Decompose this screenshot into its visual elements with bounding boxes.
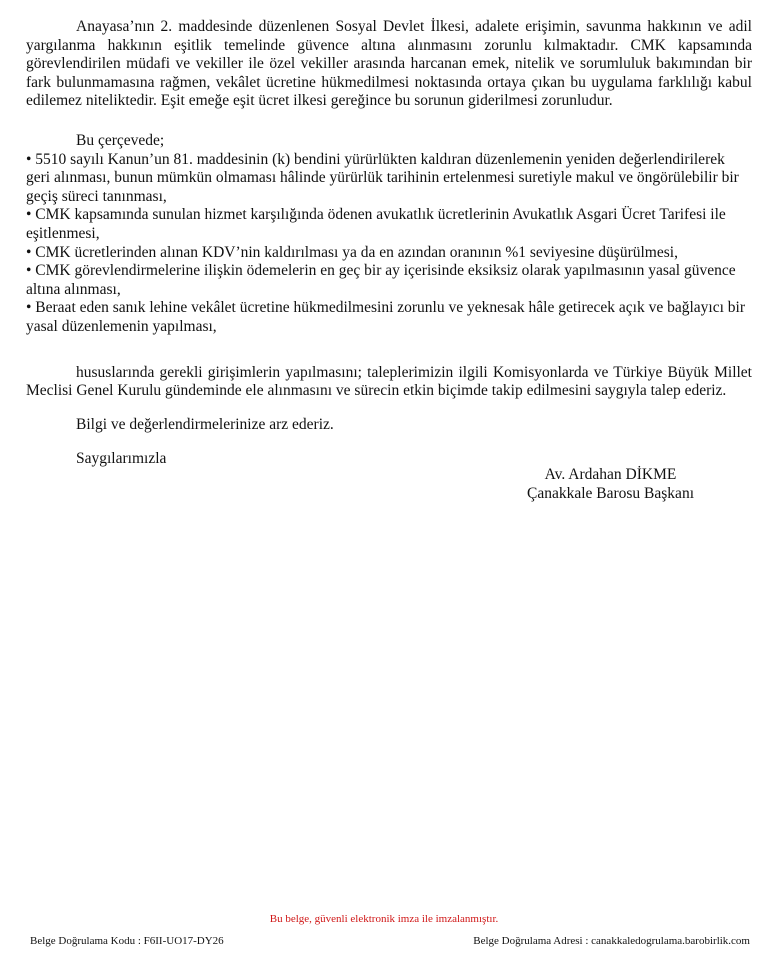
esign-note: Bu belge, güvenli elektronik imza ile imzalanmıştır. <box>269 913 499 925</box>
verification-code: Belge Doğrulama Kodu : F6II-UO17-DY26 <box>30 935 224 947</box>
closing-line: Bilgi ve değerlendirmelerinize arz ederiz. <box>76 415 334 433</box>
demand-item: • CMK görevlendirmelerine ilişkin ödemelerin en geç bir ay içerisinde eksiksiz olarak yapılmasının yasal güvence altına alınması, <box>26 262 736 298</box>
intro-line: Bu çerçevede; <box>76 131 165 149</box>
regards-line: Saygılarımızla <box>76 450 167 468</box>
signatory-title: Çanakkale Barosu Başkanı <box>526 484 694 502</box>
signature-block <box>527 466 694 503</box>
signatory-name: Av. Ardahan DİKME <box>544 466 677 483</box>
paragraph-constitution: Anayasa’nın 2. maddesinde düzenlenen Sosyal Devlet İlkesi, adalete erişimin, savunma hakkının ve adil yargılanma hakkının eşitlik temelinde güvence altına alınmasını zorunlu kılmaktadır. CMK kapsamında görevlendirilen müdafi ve vekiller ile özel vekiller arasında harcanan emek, nitelik ve sorumluluk bakımından bir fark bulunmamasına rağmen, vekâlet ücretine hükmedilmesi noktasında ortaya çıkan bu uygulama farklılığı kabul edilemez niteliktedir. Eşit emeğe eşit ücret ilkesi gereğince bu sorunun giderilmesi zorunludur. <box>26 18 752 110</box>
demand-item: • CMK ücretlerinden alınan KDV’nin kaldırılması ya da en azından oranının %1 seviyesine düşürülmesi, <box>26 243 678 261</box>
demands-list <box>26 151 752 337</box>
letter-body <box>26 18 752 469</box>
demand-item: • 5510 sayılı Kanun’un 81. maddesinin (k) bendini yürürlükten kaldıran düzenlemenin yeniden değerlendirilerek geri alınması, bunun mümkün olmaması hâlinde yürürlük tarihinin ertelenmesi suretiyle makul ve öngörülebilir bir geçiş süreci tanınması, <box>26 150 739 205</box>
paragraph-request: hususlarında gerekli girişimlerin yapılmasını; taleplerimizin ilgili Komisyonlarda ve Türkiye Büyük Millet Meclisi Genel Kurulu gündeminde ele alınmasını ve sürecin etkin biçimde takip edilmesini saygıyla talep ederiz. <box>26 363 752 400</box>
demand-item: • Beraat eden sanık lehine vekâlet ücretine hükmedilmesini zorunlu ve yeknesak hâle getirecek açık ve bağlayıcı bir yasal düzenlemenin yapılması, <box>26 299 745 335</box>
demand-item: • CMK kapsamında sunulan hizmet karşılığında ödenen avukatlık ücretlerinin Avukatlık Asgari Ücret Tarifesi ile eşitlenmesi, <box>26 206 726 242</box>
verification-address: Belge Doğrulama Adresi : canakkaledogrulama.barobirlik.com <box>473 935 750 947</box>
